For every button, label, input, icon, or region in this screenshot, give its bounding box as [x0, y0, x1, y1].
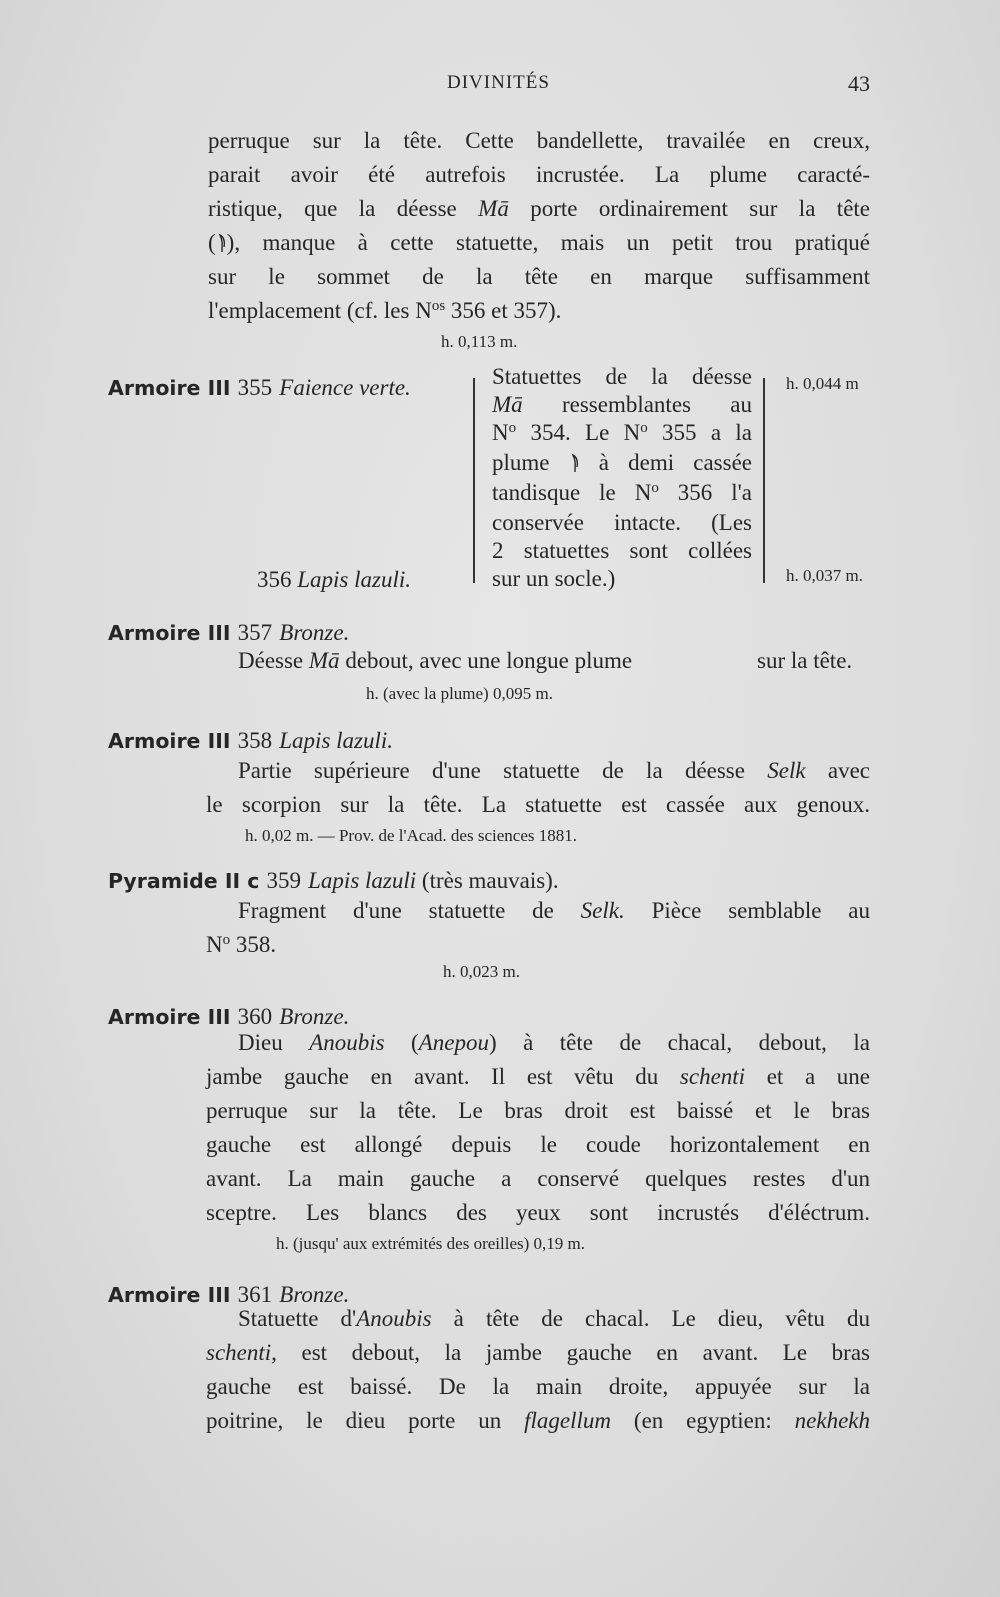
- text-line: tandisque le $N^o$ 356 l'a: [492, 480, 753, 505]
- text-line: conservée intacte. (Les: [492, 510, 752, 535]
- text-line: sur un socle.): [492, 566, 616, 591]
- text-line: schenti, est debout, la jambe gauche en avant. Le bras: [206, 1340, 870, 1365]
- bracket-left: [473, 378, 475, 583]
- entry-heading-356: 356 Lapis lazuli.: [257, 567, 412, 592]
- text-line: Dieu Anoubis (Anepou) à tête de chacal, debout, la: [238, 1030, 870, 1055]
- text-line: plume à demi cassée: [492, 450, 752, 475]
- text-line: Déesse Mā debout, avec une longue plume: [238, 648, 633, 673]
- measurement: h. (avec la plume) 0,095 m.: [366, 684, 553, 703]
- text-line: le scorpion sur la tête. La statuette est cassée aux genoux.: [206, 792, 870, 817]
- text-line: perruque sur la tête. Cette bandellette, travailée en creux,: [208, 128, 870, 153]
- text-line: $N^o$ 358.: [206, 932, 277, 957]
- text-line: parait avoir été autrefois incrustée. La plume caracté-: [208, 162, 870, 187]
- measurement: h. (jusqu' aux extrémités des oreilles) 0,19 m.: [276, 1234, 585, 1253]
- text-line: sceptre. Les blancs des yeux sont incrustés d'éléctrum.: [206, 1200, 870, 1225]
- running-title: DIVINITÉS: [447, 72, 550, 93]
- feather-hieroglyph-icon: [570, 453, 579, 473]
- text-line: jambe gauche en avant. Il est vêtu du schenti et a une: [206, 1064, 870, 1089]
- entry-heading: Armoire III 357 Bronze.: [108, 620, 350, 645]
- text-line: $N^o$ 354. Le $N^o$ 355 a la: [492, 420, 752, 445]
- text-line: Mā ressemblantes au: [492, 392, 752, 417]
- text-line: Statuettes de la déesse: [492, 364, 752, 389]
- entry-heading: Pyramide II c 359 Lapis lazuli (très mauvais).: [108, 868, 559, 893]
- measurement: h. 0,02 m. — Prov. de l'Acad. des sciences 1881.: [245, 826, 577, 845]
- text-line: Fragment d'une statuette de Selk. Pièce semblable au: [238, 898, 870, 923]
- measurement: h. 0,037 m.: [786, 566, 863, 585]
- text-line: poitrine, le dieu porte un flagellum (en egyptien: nekhekh: [206, 1408, 870, 1433]
- text-line: gauche est baissé. De la main droite, appuyée sur la: [206, 1374, 870, 1399]
- text-line: perruque sur la tête. Le bras droit est baissé et le bras: [206, 1098, 870, 1123]
- text-line: sur la tête.: [757, 648, 853, 673]
- text-line: ristique, que la déesse Mā porte ordinairement sur la tête: [208, 196, 870, 221]
- measurement: h. 0,044 m: [786, 374, 859, 393]
- feather-hieroglyph-icon: [217, 233, 226, 253]
- text-line: Statuette d'Anoubis à tête de chacal. Le dieu, vêtu du: [238, 1306, 870, 1331]
- text-line: 2 statuettes sont collées: [492, 538, 752, 563]
- bracket-right: [763, 378, 765, 583]
- text-line: gauche est allongé depuis le coude horizontalement en: [206, 1132, 870, 1157]
- page-number: 43: [848, 71, 870, 96]
- text-line: Partie supérieure d'une statuette de la déesse Selk avec: [238, 758, 870, 783]
- text-line: l'emplacement (cf. les $N^{os}$ 356 et 357).: [208, 298, 562, 323]
- entry-heading: Armoire III 358 Lapis lazuli.: [108, 728, 394, 753]
- measurement: h. 0,023 m.: [443, 962, 520, 981]
- entry-heading: Armoire III 355 Faience verte.: [108, 375, 411, 400]
- text-line: ( ), manque à cette statuette, mais un petit trou pratiqué: [208, 230, 870, 255]
- measurement: h. 0,113 m.: [441, 332, 518, 351]
- entry-heading: Armoire III 360 Bronze.: [108, 1004, 350, 1029]
- entry-heading: Armoire III 361 Bronze.: [108, 1282, 350, 1307]
- text-line: avant. La main gauche a conservé quelques restes d'un: [206, 1166, 870, 1191]
- text-line: sur le sommet de la tête en marque suffisamment: [208, 264, 870, 289]
